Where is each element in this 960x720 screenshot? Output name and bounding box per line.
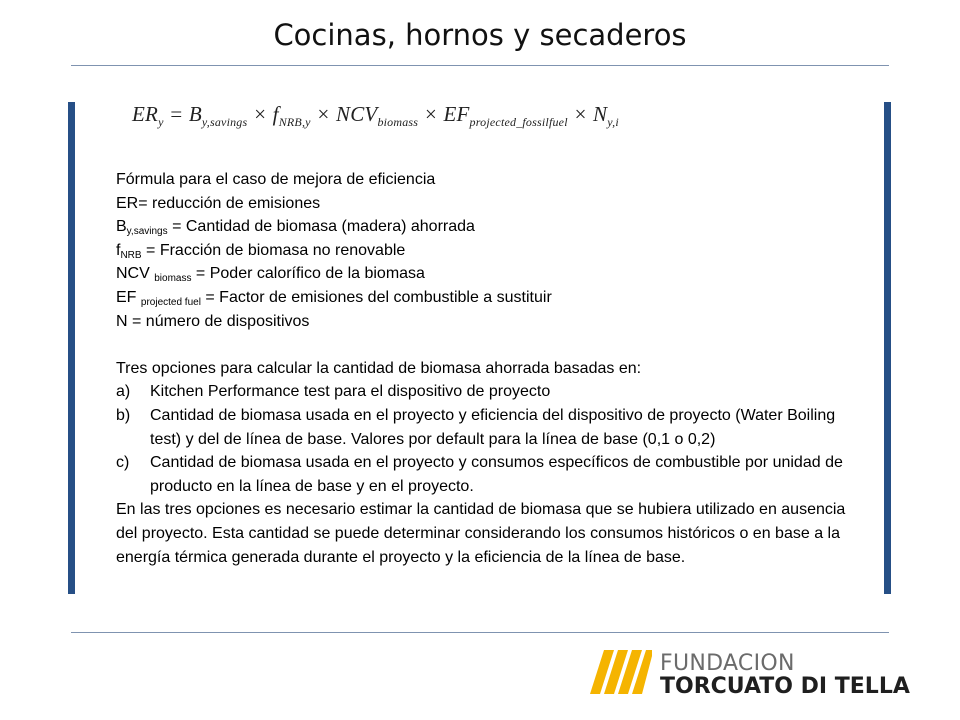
- left-accent-bar: [68, 102, 75, 594]
- definition-b: $B_{y,savings}$ = Cantidad de biomasa (madera) ahorrada: [116, 218, 475, 238]
- slide-title: Cocinas, hornos y secaderos: [273, 18, 687, 52]
- definition-er: ER= reducción de emisiones: [116, 194, 321, 212]
- slide-body: [116, 168, 846, 569]
- definition-n: N = número de dispositivos: [116, 312, 310, 330]
- option-item-a: [116, 380, 846, 404]
- title-underline: [71, 65, 889, 66]
- stripes-logo-icon: [590, 650, 652, 694]
- option-item-c: [116, 451, 846, 498]
- option-item-b: [116, 404, 846, 451]
- logo-line-2: TORCUATO DI TELLA: [660, 674, 910, 699]
- spacer: [116, 333, 846, 357]
- options-intro: Tres opciones para calcular la cantidad de biomasa ahorrada basadas en:: [116, 359, 642, 377]
- definition-ef: EF $_{projected fuel}$ = Factor de emisiones del combustible a sustituir: [116, 288, 552, 308]
- option-letter: a): [116, 383, 131, 401]
- definition-f: $f_{NRB}$ = Fracción de biomasa no renovable: [116, 241, 406, 261]
- right-accent-bar: [884, 102, 891, 594]
- emission-formula: $ER_y = B_{y,savings} \times f_{NRB,y} \times NCV_{biomass} \times EF_{projected\_fossilfuel} \times N_{y,i}$: [132, 102, 619, 129]
- definition-ncv: NCV $_{biomass}$ = Poder calorífico de la biomasa: [116, 265, 425, 285]
- option-text: Cantidad de biomasa usada en el proyecto y eficiencia del dispositivo de proyecto (Water Boiling test) y del de línea de base. Valores por default para la línea de base (0,1 o 0,2): [150, 406, 836, 448]
- logo-line-1: FUNDACION: [660, 651, 795, 676]
- option-letter: b): [116, 406, 131, 424]
- footer-rule: [71, 632, 889, 633]
- option-text: Cantidad de biomasa usada en el proyecto y consumos específicos de combustible por unidad de producto en la línea de base y en el proyecto.: [150, 454, 843, 495]
- option-letter: c): [116, 454, 130, 472]
- options-conclusion: En las tres opciones es necesario estimar la cantidad de biomasa que se hubiera utilizado en ausencia del proyecto. Esta cantidad se puede determinar considerando los consumos históricos o en base a la energía térmica generada durante el proyecto y la eficiencia de la línea de base.: [116, 501, 846, 566]
- option-text: Kitchen Performance test para el dispositivo de proyecto: [150, 383, 551, 401]
- definitions-heading: Fórmula para el caso de mejora de eficiencia: [116, 171, 436, 188]
